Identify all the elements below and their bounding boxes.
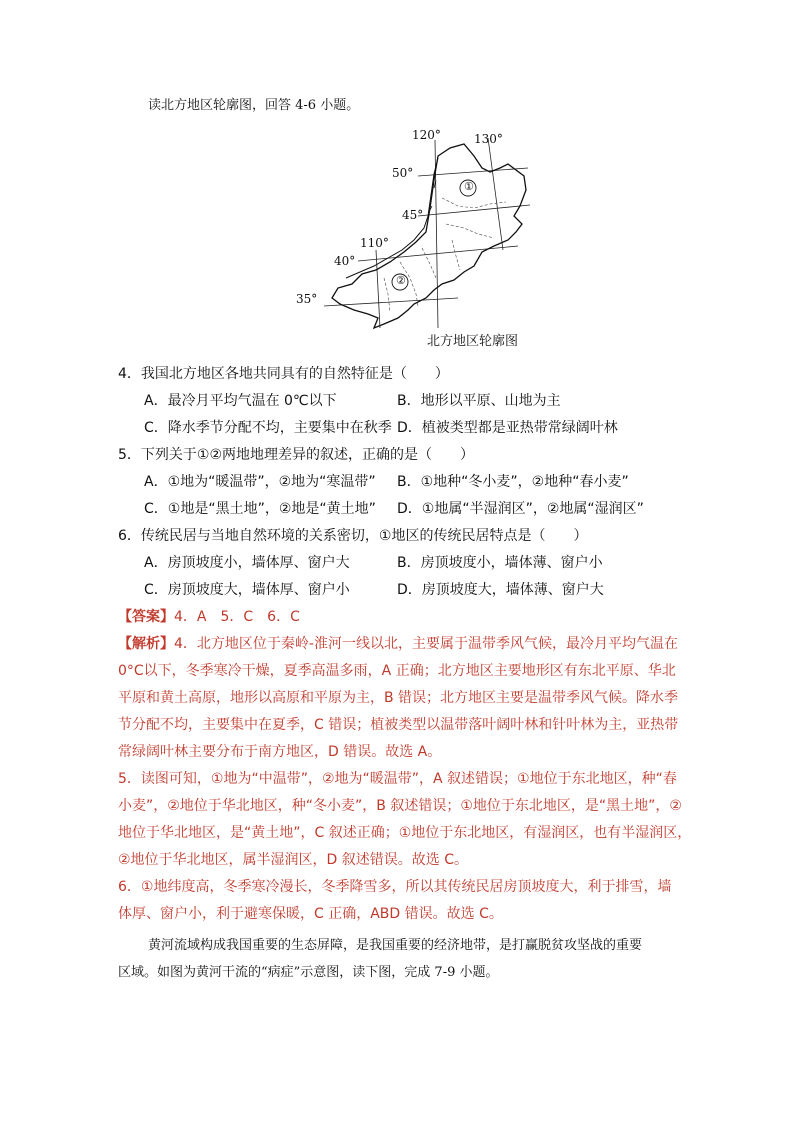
lon-110-label: 110° bbox=[360, 236, 389, 250]
analysis-label: 【解析】 bbox=[118, 636, 174, 652]
lat-45-label: 45° bbox=[402, 208, 424, 222]
answer-text: 4．A 5．C 6．C bbox=[174, 609, 300, 625]
q6-stem: 6．传统民居与当地自然环境的关系密切，①地区的传统民居特点是（ ） bbox=[118, 528, 588, 544]
intro2-line-1: 黄河流域构成我国重要的生态屏障，是我国重要的经济地带，是打赢脱贫攻坚战的重要 bbox=[148, 938, 643, 953]
region2-label: ② bbox=[396, 274, 406, 287]
analysis-line-7: 小麦”，②地位于华北地区，种“冬小麦”，B 叙述错误；①地位于东北地区，是“黑土地”，② bbox=[118, 798, 682, 814]
lat-35-label: 35° bbox=[296, 292, 318, 306]
analysis-line-2: 0°C以下，冬季寒冷干燥，夏季高温多雨，A 正确；北方地区主要地形区有东北平原、华北 bbox=[118, 663, 676, 679]
q6-option-d: D．房顶坡度大，墙体薄、窗户大 bbox=[397, 582, 604, 598]
q4-option-d: D．植被类型都是亚热带常绿阔叶林 bbox=[397, 420, 618, 436]
analysis-line-5: 常绿阔叶林主要分布于南方地区，D 错误。故选 A。 bbox=[118, 744, 442, 760]
graticule bbox=[324, 138, 530, 328]
analysis-text-1: 4．北方地区位于秦岭-淮河一线以北，主要属于温带季风气候，最冷月平均气温在 bbox=[174, 636, 678, 652]
q6-option-b: B．房顶坡度小，墙体薄、窗户小 bbox=[397, 555, 603, 571]
q6-option-a: A．房顶坡度小，墙体厚、窗户大 bbox=[144, 555, 350, 571]
analysis-line-6: 5．读图可知，①地为“中温带”，②地为“暖温带”，A 叙述错误；①地位于东北地区，种“春 bbox=[118, 771, 677, 787]
q6-option-c: C．房顶坡度大，墙体厚、窗户小 bbox=[144, 582, 350, 598]
map-svg bbox=[318, 128, 540, 348]
analysis-line-10: 6．①地纬度高，冬季寒冷漫长，冬季降雪多，所以其传统民居房顶坡度大，利于排雪，墙 bbox=[118, 879, 672, 895]
intro-text: 读北方地区轮廓图，回答 4-6 小题。 bbox=[148, 98, 360, 113]
map-caption: 北方地区轮廓图 bbox=[427, 334, 519, 349]
lon-130-label: 130° bbox=[474, 132, 503, 146]
q4-stem: 4．我国北方地区各地共同具有的自然特征是（ ） bbox=[118, 366, 449, 382]
answer-label: 【答案】 bbox=[118, 609, 174, 625]
q5-option-b: B．①地种“冬小麦”，②地种“春小麦” bbox=[397, 474, 629, 490]
lat-40-label: 40° bbox=[334, 254, 356, 268]
analysis-line-11: 体厚、窗户小，利于避寒保暖，C 正确，ABD 错误。故选 C。 bbox=[118, 906, 503, 922]
q4-option-b: B．地形以平原、山地为主 bbox=[397, 393, 561, 409]
analysis-line-4: 节分配不均，主要集中在夏季，C 错误；植被类型以温带落叶阔叶林和针叶林为主，亚热带 bbox=[118, 717, 679, 733]
q5-option-a: A．①地为“暖温带”，②地为“寒温带” bbox=[144, 474, 376, 490]
lon-120-label: 120° bbox=[412, 128, 441, 142]
q4-option-c: C．降水季节分配不均，主要集中在秋季 bbox=[144, 420, 392, 436]
analysis-line-8: 地位于华北地区，是“黄土地”，C 叙述正确；①地位于东北地区，有湿润区，也有半湿润区， bbox=[118, 825, 692, 841]
q5-stem: 5．下列关于①②两地地理差异的叙述，正确的是（ ） bbox=[118, 447, 475, 463]
north-region-map bbox=[296, 128, 540, 348]
q5-option-d: D．①地属“半湿润区”，②地属“湿润区” bbox=[397, 501, 644, 517]
analysis-line-3: 平原和黄土高原，地形以高原和平原为主，B 错误；北方地区主要是温带季风气候。降水季 bbox=[118, 690, 679, 706]
answer-line bbox=[118, 607, 300, 627]
region1-label: ① bbox=[464, 180, 474, 193]
analysis-line-1 bbox=[118, 634, 678, 654]
intro2-line-2: 区域。如图为黄河干流的“病症”示意图，读下图，完成 7-9 小题。 bbox=[118, 965, 499, 980]
lat-50-label: 50° bbox=[392, 166, 414, 180]
q5-option-c: C．①地是“黑土地”，②地是“黄土地” bbox=[144, 501, 376, 517]
analysis-line-9: ②地位于华北地区，属半湿润区，D 叙述错误。故选 C。 bbox=[118, 852, 469, 868]
q4-option-a: A．最冷月平均气温在 0℃以下 bbox=[144, 393, 337, 409]
